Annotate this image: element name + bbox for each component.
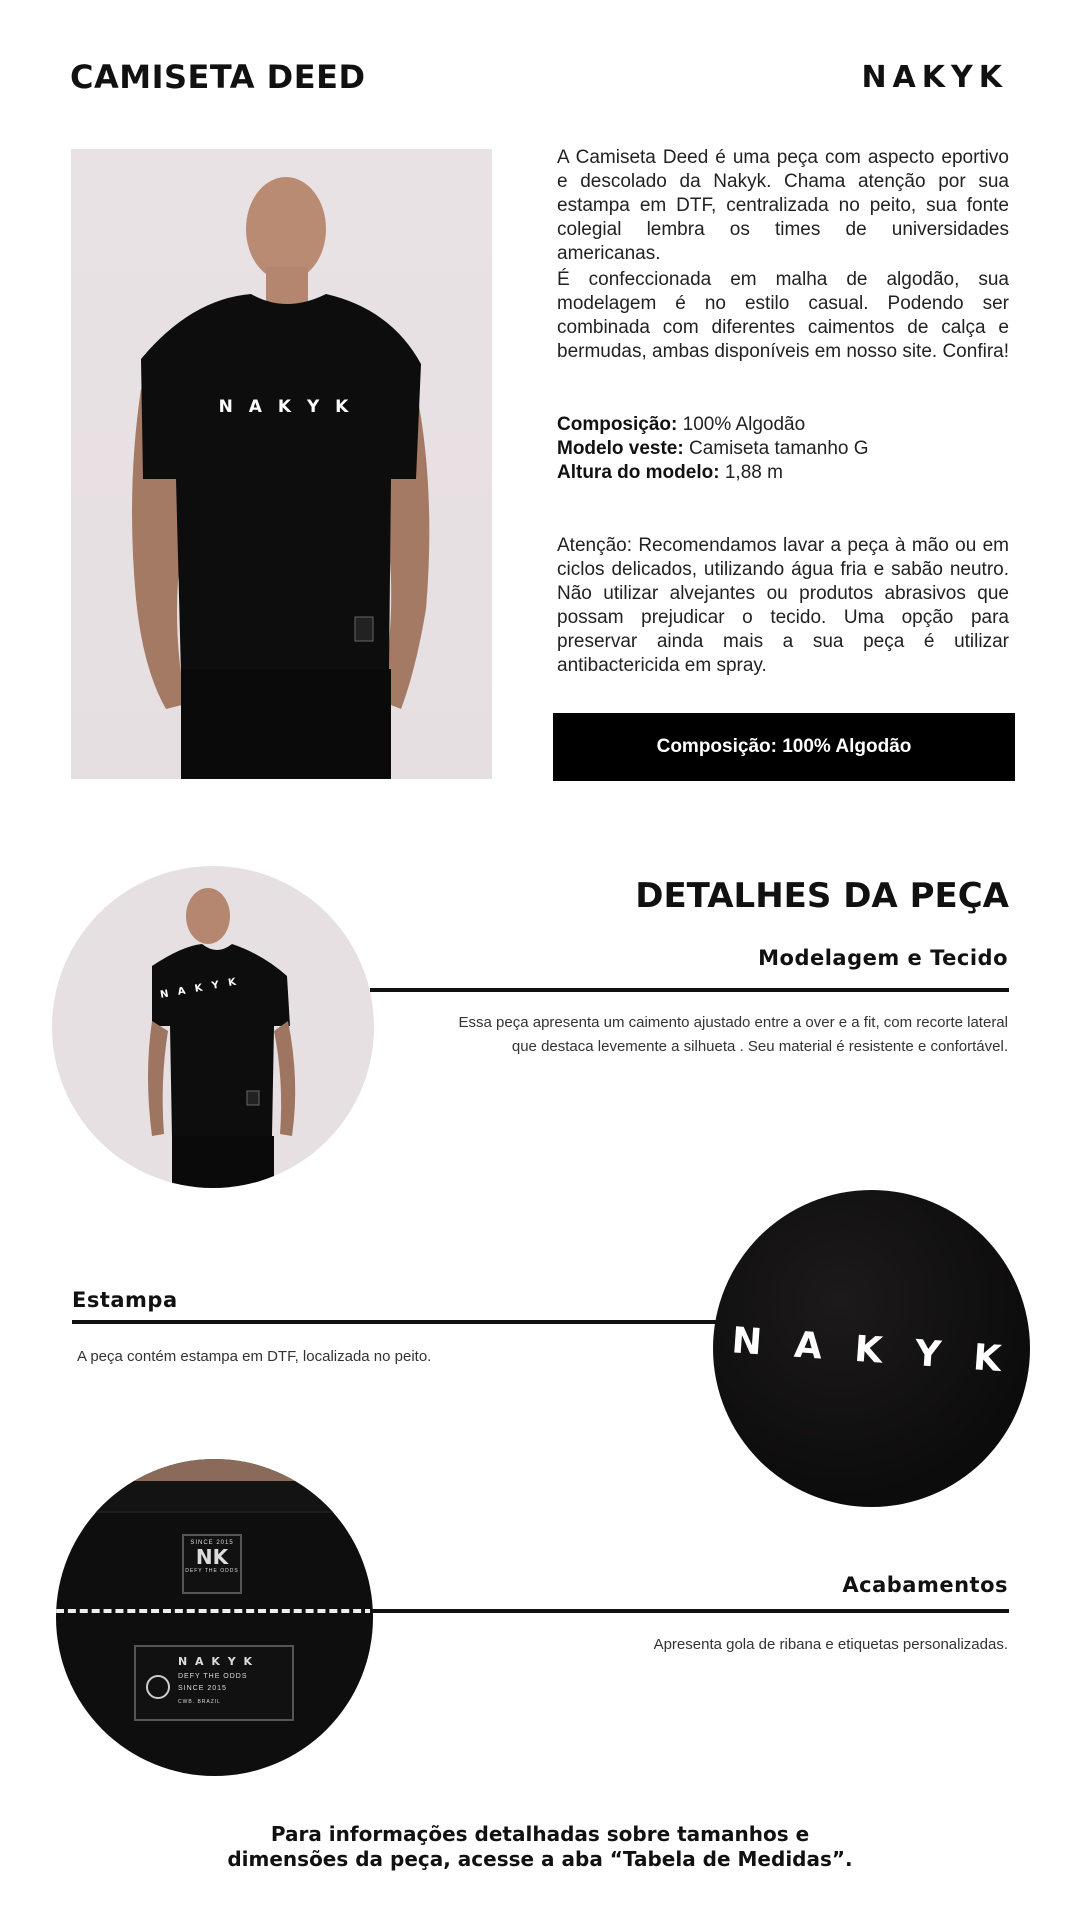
product-photo: [71, 149, 492, 779]
intro-paragraph-2: É confeccionada em malha de algodão, sua modelagem é no estilo casual. Podendo ser combinada com diferentes caimentos de calça e bermudas, ambas disponíveis em nosso site. Confira!: [557, 269, 1009, 362]
estampa-text: A peça contém estampa em DTF, localizada no peito.: [77, 1348, 432, 1365]
estampa-heading: Estampa: [72, 1288, 178, 1312]
label-bottom: N A K Y K DEFY THE ODDS SINCE 2015 CWB. BRAZIL: [134, 1645, 294, 1721]
acabamentos-text: Apresenta gola de ribana e etiquetas personalizadas.: [653, 1636, 1008, 1653]
modelagem-heading: Modelagem e Tecido: [758, 946, 1008, 970]
brand-logo: NAKYK: [861, 60, 1008, 95]
modelagem-illustration: [52, 866, 374, 1188]
label-top: SINCE 2015 NK DEFY THE ODDS: [182, 1534, 242, 1594]
spec-composicao: Composição: 100% Algodão: [557, 414, 806, 435]
modelagem-shirt-print: N A K Y K: [159, 976, 240, 1001]
estampa-print: N A K Y K: [730, 1320, 1013, 1381]
acabamentos-divider: [370, 1609, 1009, 1613]
spec-modelo-veste: Modelo veste: Camiseta tamanho G: [557, 438, 869, 459]
estampa-photo: [713, 1190, 1030, 1507]
modelagem-divider: [370, 988, 1009, 992]
composition-button[interactable]: Composição: 100% Algodão: [553, 713, 1015, 781]
spec-list: [557, 413, 1009, 485]
acabamentos-heading: Acabamentos: [842, 1573, 1008, 1597]
cut-line: [56, 1609, 373, 1613]
shirt-print: N A K Y K: [218, 397, 354, 417]
product-title: CAMISETA DEED: [70, 58, 366, 96]
footer-note: Para informações detalhadas sobre tamanhos e dimensões da peça, acesse a aba “Tabela de Medidas”.: [227, 1822, 853, 1871]
spec-altura: Altura do modelo: 1,88 m: [557, 462, 783, 483]
modelagem-photo: [52, 866, 374, 1188]
model-illustration: [71, 149, 492, 779]
modelagem-text: Essa peça apresenta um caimento ajustado entre a over e a fit, com recorte lateral que destaca levemente a silhueta . Seu material é resistente e confortável.: [458, 1014, 1008, 1055]
estampa-divider: [72, 1320, 722, 1324]
globe-icon: [146, 1675, 170, 1699]
care-instructions: Atenção: Recomendamos lavar a peça à mão ou em ciclos delicados, utilizando água fria e sabão neutro. Não utilizar alvejantes ou produtos abrasivos que possam prejudicar o tecido. Uma opção para preservar ainda mais a sua peça é utilizar antibactericida em spray.: [557, 535, 1009, 676]
intro-paragraph-1: A Camiseta Deed é uma peça com aspecto eportivo e descolado da Nakyk. Chama atenção por sua estampa em DTF, centralizada no peito, sua fonte colegial lembra os times de universidades americanas.: [557, 147, 1009, 264]
details-title: DETALHES DA PEÇA: [635, 876, 1009, 916]
acabamentos-photo: [56, 1459, 373, 1776]
collar-ribbing: [56, 1481, 373, 1513]
